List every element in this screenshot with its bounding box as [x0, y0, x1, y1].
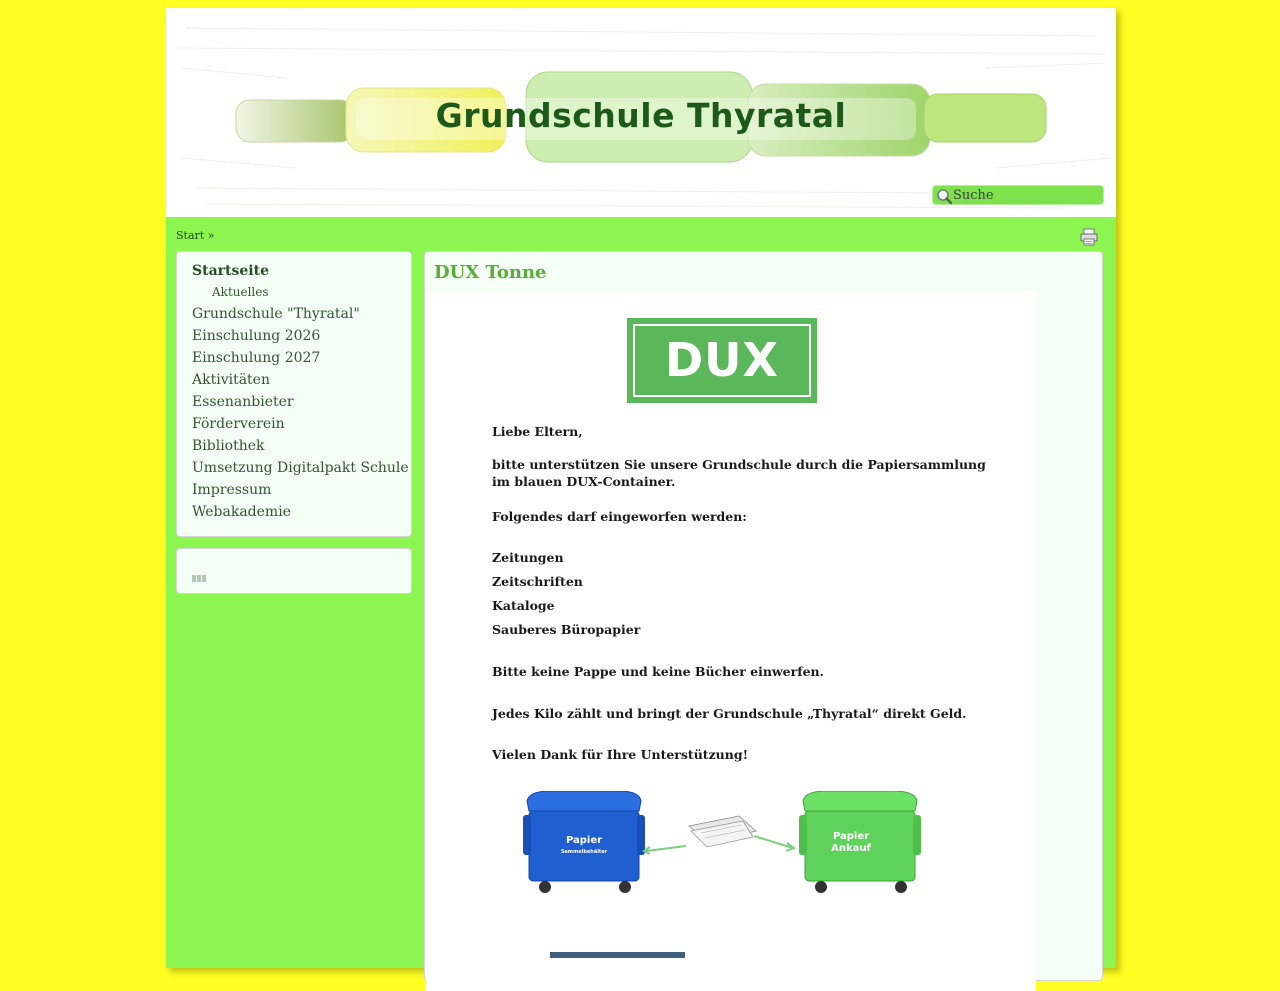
- newspaper-stack-icon: [689, 816, 756, 847]
- flyer-item: Kataloge: [492, 598, 555, 613]
- nav-item-einschulung-2026[interactable]: Einschulung 2026: [192, 328, 321, 344]
- breadcrumb-start-link[interactable]: Start: [176, 229, 205, 242]
- nav-item-foerderverein[interactable]: Förderverein: [192, 416, 285, 432]
- nav-item-einschulung-2027[interactable]: Einschulung 2027: [192, 350, 321, 366]
- page-frame: [166, 8, 1116, 968]
- school-logo-text: Grundschule Thyratal: [435, 96, 847, 135]
- svg-text:Sammelbehälter: Sammelbehälter: [560, 849, 608, 855]
- blue-bin-icon: [523, 791, 645, 893]
- flyer-item: Zeitungen: [492, 550, 564, 565]
- nav-item-aktivitaeten[interactable]: Aktivitäten: [192, 372, 270, 388]
- flyer-photo-edge: [550, 952, 685, 958]
- green-bin-icon: [799, 791, 921, 893]
- sidebar-widget-box: [176, 548, 412, 594]
- search-icon[interactable]: [935, 187, 953, 205]
- svg-text:Ankauf: Ankauf: [831, 843, 871, 854]
- nav-item-essenanbieter[interactable]: Essenanbieter: [192, 394, 294, 410]
- flyer-kilo-note: Jedes Kilo zählt und bringt der Grundschule „Thyratal“ direkt Geld.: [492, 706, 967, 721]
- flyer-intro-line-1: bitte unterstützen Sie unsere Grundschule durch die Papiersammlung: [492, 457, 986, 472]
- printer-icon[interactable]: [1079, 228, 1099, 246]
- flyer-item: Sauberes Büropapier: [492, 622, 641, 637]
- flyer-allowed-heading: Folgendes darf eingeworfen werden:: [492, 509, 747, 524]
- nav-item-webakademie[interactable]: Webakademie: [192, 504, 291, 520]
- dux-flyer-image: [426, 291, 1036, 991]
- nav-item-impressum[interactable]: Impressum: [192, 482, 272, 498]
- flyer-item: Zeitschriften: [492, 574, 583, 589]
- recycling-bins-illustration: [521, 791, 931, 901]
- search-box[interactable]: [932, 185, 1104, 205]
- site-header: [166, 8, 1116, 217]
- dux-logo: DUX: [627, 318, 817, 403]
- flyer-no-cardboard: Bitte keine Pappe und keine Bücher einwerfen.: [492, 664, 824, 679]
- breadcrumb: [176, 229, 214, 242]
- loading-indicator-icon: [192, 567, 207, 586]
- nav-item-startseite[interactable]: Startseite: [192, 263, 269, 279]
- main-content: [424, 251, 1103, 981]
- nav-item-digitalpakt[interactable]: Umsetzung Digitalpakt Schule: [192, 460, 409, 476]
- nav-item-grundschule-thyratal[interactable]: Grundschule "Thyratal": [192, 306, 360, 322]
- flyer-intro-line-2: im blauen DUX-Container.: [492, 474, 676, 489]
- nav-item-bibliothek[interactable]: Bibliothek: [192, 438, 265, 454]
- breadcrumb-separator: »: [207, 229, 215, 242]
- page-title: DUX Tonne: [434, 262, 547, 283]
- flyer-thanks: Vielen Dank für Ihre Unterstützung!: [492, 747, 749, 762]
- flyer-greeting: Liebe Eltern,: [492, 424, 583, 439]
- search-input[interactable]: [953, 186, 1101, 204]
- svg-text:Papier: Papier: [832, 831, 870, 842]
- nav-item-aktuelles[interactable]: Aktuelles: [212, 285, 269, 299]
- svg-text:Papier: Papier: [565, 835, 603, 846]
- sidebar-navigation: [176, 251, 412, 537]
